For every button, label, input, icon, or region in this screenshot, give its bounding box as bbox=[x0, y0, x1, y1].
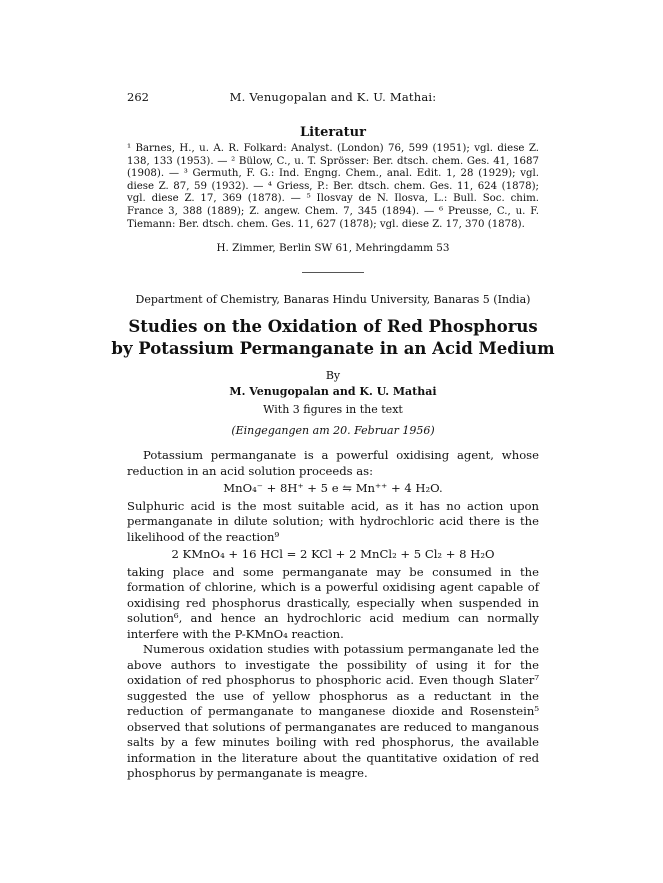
paragraph-2: Sulphuric acid is the most suitable acid, as it has no action upon permanganate in dilute solution; with hydrochloric acid there is the likelihood of the reaction⁹ bbox=[127, 498, 539, 544]
received-date: (Eingegangen am 20. Februar 1956) bbox=[231, 424, 435, 437]
running-title: M. Venugopalan and K. U. Mathai: bbox=[229, 90, 437, 104]
section-divider bbox=[302, 272, 364, 273]
reference-list bbox=[127, 143, 539, 231]
paragraph-4: Numerous oxidation studies with potassium permanganate led the above authors to investigate the possibility of using it for the oxidation of red phosphorus to phosphoric acid. Even though Slater⁷ suggested the use of yellow phosphorus as a reductant in the reduction of permanganate to manganese dioxide and Rosenstein⁵ observed that solutions of permanganates are reduced to manganous salts by a few minutes boiling with red phosphorus, the available information in the literature about the quantitative oxidation of red phosphorus by permanganate is meagre. bbox=[127, 642, 539, 780]
running-head bbox=[127, 90, 539, 106]
title-line-1: Studies on the Oxidation of Red Phosphorus bbox=[128, 317, 538, 336]
article-title bbox=[100, 316, 566, 360]
equation-1: MnO₄⁻ + 8H⁺ + 5 e ⇋ Mn⁺⁺ + 4 H₂O. bbox=[223, 481, 443, 495]
article-body bbox=[127, 448, 539, 782]
author-names: M. Venugopalan and K. U. Mathai bbox=[229, 385, 437, 398]
reference-text: ¹ Barnes, H., u. A. R. Folkard: Analyst. (London) 76, 599 (1951); vgl. diese Z. 138, 133 (1953). — ² Bülow, C., u. T. Sprösser: Ber. dtsch. chem. Ges. 41, 1687 (1908). — ³ Germuth, F. G.: Ind. Engng. Chem., anal. Edit. 1, 28 (1929); vgl. diese Z. 87, 59 (1932). — ⁴ Griess, P.: Ber. dtsch. chem. Ges. 11, 624 (1878); vgl. diese Z. 17, 369 (1878). — ⁵ Ilosvay de N. Ilosva, L.: Bull. Soc. chim. France 3, 388 (1889); Z. angew. Chem. 7, 345 (1894). — ⁶ Preusse, C., u. F. Tiemann: Ber. dtsch. chem. Ges. 11, 627 (1878); vgl. diese Z. 17, 370 (1878). bbox=[127, 143, 539, 230]
title-line-2: by Potassium Permanganate in an Acid Medium bbox=[111, 339, 555, 358]
department-line: Department of Chemistry, Banaras Hindu University, Banaras 5 (India) bbox=[135, 293, 531, 306]
paragraph-1: Potassium permanganate is a powerful oxidising agent, whose reduction in an acid solution proceeds as: bbox=[127, 448, 539, 478]
page-number: 262 bbox=[127, 90, 149, 104]
by-line: By bbox=[325, 369, 341, 382]
figures-note: With 3 figures in the text bbox=[263, 403, 403, 416]
paragraph-3: taking place and some permanganate may be consumed in the formation of chlorine, which is a powerful oxidising agent capable of oxidising red phosphorus drastically, especially when suspended in solution⁶, and hence an hydrochloric acid medium can normally interfere with the P-KMnO₄ reaction. bbox=[127, 564, 539, 641]
equation-2: 2 KMnO₄ + 16 HCl = 2 KCl + 2 MnCl₂ + 5 Cl₂ + 8 H₂O bbox=[171, 547, 495, 561]
editor-signature: H. Zimmer, Berlin SW 61, Mehringdamm 53 bbox=[216, 242, 450, 254]
literature-heading: Literatur bbox=[300, 125, 366, 140]
